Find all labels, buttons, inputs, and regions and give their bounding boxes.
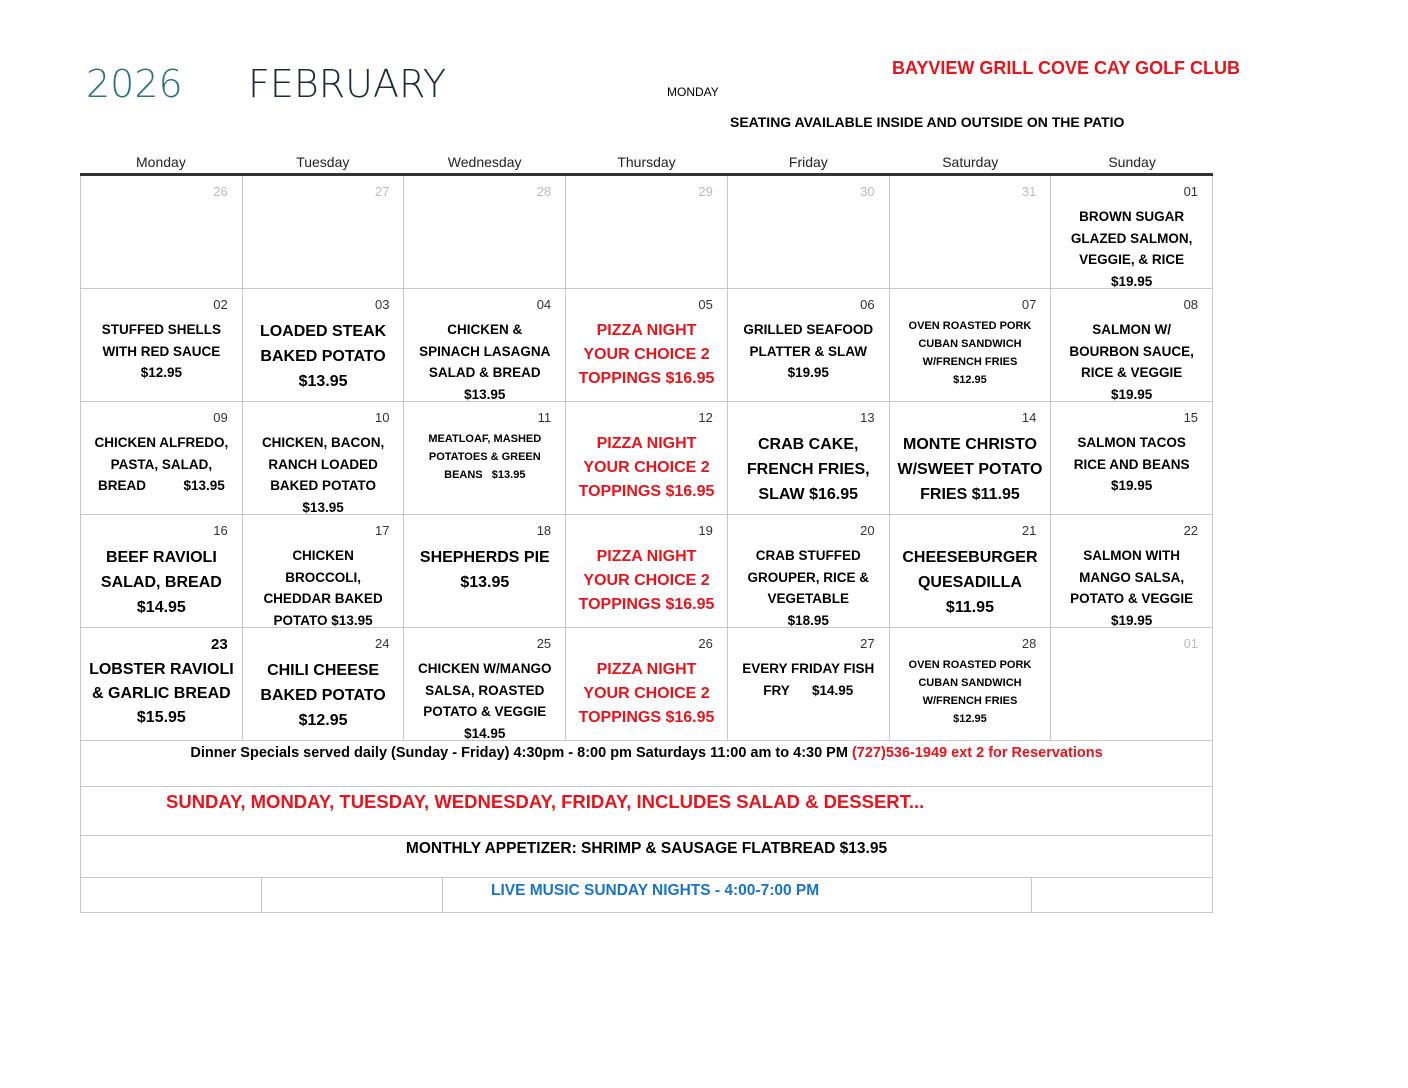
menu-line: MONTE CHRISTO <box>902 436 1037 453</box>
menu-special <box>728 658 889 701</box>
menu-special <box>728 545 889 631</box>
menu-line: CHICKEN <box>292 548 354 563</box>
menu-line: SALAD, BREAD <box>100 574 222 591</box>
menu-line: $18.95 <box>787 612 829 628</box>
day-number: 05 <box>698 297 713 312</box>
menu-line: CHICKEN, BACON, <box>261 435 385 450</box>
menu-line: PIZZA NIGHT <box>596 322 697 339</box>
day-cell <box>80 176 243 288</box>
menu-line: TOPPINGS $16.95 <box>578 370 715 387</box>
menu-special <box>728 432 889 507</box>
day-number: 21 <box>1021 523 1037 538</box>
menu-special <box>566 432 727 504</box>
menu-special <box>243 658 404 733</box>
year-title: 2026 <box>86 62 183 106</box>
day-cell <box>243 289 405 401</box>
menu-line: LOADED STEAK <box>259 323 387 340</box>
menu-line: BREAD $13.95 <box>97 478 225 493</box>
menu-line: BOURBON SAUCE, <box>1069 343 1194 359</box>
menu-line: $19.95 <box>1111 612 1153 628</box>
menu-line: YOUR CHOICE 2 <box>583 459 710 476</box>
day-number: 02 <box>213 297 228 312</box>
day-number: 26 <box>698 636 713 651</box>
menu-line: CHICKEN & <box>447 322 523 337</box>
menu-line: POTATO $13.95 <box>273 612 373 628</box>
week-row <box>80 515 1213 628</box>
menu-line: $11.95 <box>945 599 994 616</box>
seating-note: SEATING AVAILABLE INSIDE AND OUTSIDE ON THE PATIO <box>730 114 1125 130</box>
day-number: 20 <box>860 523 875 538</box>
menu-line: SALMON WITH <box>1083 548 1181 563</box>
menu-line: GROUPER, RICE & <box>747 569 869 585</box>
day-number: 23 <box>211 636 228 653</box>
hours-text: Dinner Specials served daily (Sunday - Friday) 4:30pm - 8:00 pm Saturdays 11:00 am to 4:30 PM <box>190 745 848 761</box>
menu-special <box>890 317 1051 389</box>
menu-line: $14.95 <box>136 599 186 616</box>
live-music-note: LIVE MUSIC SUNDAY NIGHTS - 4:00-7:00 PM <box>491 882 820 899</box>
day-cell <box>728 515 890 627</box>
menu-line: $19.95 <box>1111 386 1153 402</box>
day-number: 22 <box>1183 523 1199 538</box>
week-row <box>80 289 1213 402</box>
menu-line: SPINACH LASAGNA <box>419 343 551 359</box>
day-number: 12 <box>698 410 713 425</box>
menu-special <box>404 319 565 405</box>
menu-line: PIZZA NIGHT <box>596 435 697 452</box>
day-cell <box>404 402 566 514</box>
hours-row <box>80 741 1213 787</box>
day-number: 19 <box>698 523 713 538</box>
menu-special <box>404 545 565 595</box>
day-number: 27 <box>374 184 390 199</box>
day-number: 26 <box>213 184 228 199</box>
menu-line: $13.95 <box>464 386 506 402</box>
menu-line: CHICKEN ALFREDO, <box>94 435 229 450</box>
day-number: 13 <box>860 410 875 425</box>
club-name: BAYVIEW GRILL COVE CAY GOLF CLUB <box>892 58 1241 78</box>
day-number: 14 <box>1021 410 1037 425</box>
menu-line: YOUR CHOICE 2 <box>583 685 710 702</box>
day-cell <box>566 515 728 627</box>
menu-special <box>243 319 404 394</box>
menu-line: CHEDDAR BAKED <box>263 591 383 606</box>
menu-line: MEATLOAF, MASHED <box>428 433 542 445</box>
menu-line: W/SWEET POTATO <box>897 461 1043 478</box>
menu-line: CUBAN SANDWICH <box>918 677 1022 689</box>
includes-note: SUNDAY, MONDAY, TUESDAY, WEDNESDAY, FRIDAY, INCLUDES SALAD & DESSERT... <box>80 787 1213 836</box>
day-cell <box>890 628 1052 740</box>
day-cell <box>1051 289 1213 401</box>
menu-line: CRAB STUFFED <box>755 548 861 563</box>
menu-special <box>566 658 727 730</box>
day-number: 10 <box>374 410 390 425</box>
menu-line: $15.95 <box>136 709 186 726</box>
menu-line: $19.95 <box>787 365 829 380</box>
calendar-weeks <box>80 176 1213 741</box>
weekday-label: Sunday <box>1108 154 1156 170</box>
menu-special <box>243 545 404 631</box>
menu-special <box>81 545 242 620</box>
day-label: MONDAY <box>667 85 719 99</box>
menu-line: TOPPINGS $16.95 <box>578 709 715 726</box>
menu-line: BEANS $13.95 <box>444 469 526 481</box>
calendar-grid <box>80 150 1213 913</box>
day-cell <box>243 628 405 740</box>
menu-line: PASTA, SALAD, <box>110 456 213 472</box>
day-cell <box>890 402 1052 514</box>
menu-line: $14.95 <box>464 725 506 741</box>
menu-line: POTATO & VEGGIE <box>1070 591 1194 606</box>
empty-cell <box>1032 878 1212 912</box>
day-cell <box>1051 402 1213 514</box>
menu-line: BAKED POTATO <box>260 687 386 704</box>
menu-line: GLAZED SALMON, <box>1070 230 1193 246</box>
day-number: 25 <box>536 636 552 651</box>
menu-line: $19.95 <box>1111 478 1153 493</box>
day-cell <box>890 176 1052 288</box>
menu-special <box>243 432 404 518</box>
menu-line: SALAD & BREAD <box>428 365 541 380</box>
day-number: 04 <box>536 297 552 312</box>
menu-line: YOUR CHOICE 2 <box>583 572 710 589</box>
menu-line: CRAB CAKE, <box>758 436 859 453</box>
menu-line: TOPPINGS $16.95 <box>578 483 715 500</box>
menu-line: SALMON TACOS <box>1077 435 1186 450</box>
month-title: FEBRUARY <box>248 62 447 106</box>
menu-special <box>728 319 889 384</box>
menu-special <box>890 545 1051 620</box>
menu-line: FRIES $11.95 <box>920 486 1020 503</box>
music-row <box>80 878 1213 913</box>
menu-line: $13.95 <box>302 499 344 515</box>
weekday-label: Tuesday <box>296 154 350 170</box>
menu-line: $13.95 <box>298 373 348 390</box>
day-cell <box>80 289 243 401</box>
menu-special <box>1051 545 1212 631</box>
weekday-label: Thursday <box>617 154 676 170</box>
day-cell <box>728 289 890 401</box>
menu-line: SLAW $16.95 <box>758 486 859 503</box>
menu-line: RICE AND BEANS <box>1073 456 1190 472</box>
weekday-header <box>80 150 1213 176</box>
menu-line: RICE & VEGGIE <box>1081 365 1183 380</box>
menu-line: W/FRENCH FRIES <box>922 356 1018 368</box>
menu-line: QUESADILLA <box>917 574 1022 591</box>
day-number: 15 <box>1183 410 1199 425</box>
week-row <box>80 402 1213 515</box>
day-cell <box>404 289 566 401</box>
weekday-label: Monday <box>136 154 186 170</box>
menu-line: SALSA, ROASTED <box>425 682 545 698</box>
empty-cell <box>81 878 262 912</box>
day-cell <box>80 515 243 627</box>
menu-special <box>1051 432 1212 497</box>
menu-line: POTATO & VEGGIE <box>423 704 547 719</box>
menu-line: BEEF RAVIOLI <box>105 549 217 566</box>
menu-line: CHICKEN W/MANGO <box>418 661 552 676</box>
menu-line: PIZZA NIGHT <box>596 548 697 565</box>
week-row <box>80 176 1213 289</box>
menu-line: EVERY FRIDAY FISH <box>742 661 875 676</box>
menu-line: PIZZA NIGHT <box>596 661 697 678</box>
menu-special <box>890 656 1051 728</box>
day-cell <box>404 515 566 627</box>
empty-cell <box>262 878 443 912</box>
menu-line: CHILI CHEESE <box>267 662 380 679</box>
menu-special <box>566 545 727 617</box>
menu-special <box>1051 206 1212 292</box>
day-cell <box>566 402 728 514</box>
day-cell <box>566 628 728 740</box>
day-number: 27 <box>860 636 875 651</box>
menu-line: SALMON W/ <box>1092 322 1172 337</box>
day-number: 29 <box>698 184 713 199</box>
day-number: 16 <box>213 523 228 538</box>
day-number: 07 <box>1021 297 1037 312</box>
menu-line: & GARLIC BREAD <box>92 685 231 702</box>
menu-line: $13.95 <box>460 574 510 591</box>
day-cell <box>566 176 728 288</box>
menu-line: $19.95 <box>1111 273 1153 289</box>
day-cell <box>1051 515 1213 627</box>
menu-line: $12.95 <box>953 713 987 725</box>
menu-line: $12.95 <box>140 365 182 380</box>
menu-line: MANGO SALSA, <box>1079 569 1185 585</box>
menu-line: YOUR CHOICE 2 <box>583 346 710 363</box>
day-number: 09 <box>213 410 228 425</box>
day-cell <box>1051 628 1213 740</box>
day-cell <box>890 289 1052 401</box>
menu-line: W/FRENCH FRIES <box>922 695 1018 707</box>
menu-special <box>404 430 565 484</box>
day-cell <box>728 402 890 514</box>
day-number: 31 <box>1021 184 1037 199</box>
menu-line: OVEN ROASTED PORK <box>908 659 1032 671</box>
day-number: 17 <box>374 523 390 538</box>
day-cell <box>243 515 405 627</box>
week-row <box>80 628 1213 741</box>
menu-line: GRILLED SEAFOOD <box>743 322 874 337</box>
day-number: 24 <box>374 636 390 651</box>
menu-line: $12.95 <box>298 712 348 729</box>
menu-line: $12.95 <box>953 374 987 386</box>
day-number: 30 <box>860 184 875 199</box>
menu-special <box>404 658 565 744</box>
weekday-label: Friday <box>788 154 828 170</box>
menu-line: LOBSTER RAVIOLI <box>89 661 234 678</box>
day-cell <box>566 289 728 401</box>
day-cell <box>728 628 890 740</box>
day-cell <box>80 628 243 740</box>
day-number: 01 <box>1183 184 1199 199</box>
menu-line: OVEN ROASTED PORK <box>908 320 1032 332</box>
menu-line: STUFFED SHELLS <box>101 322 221 337</box>
reservation-phone: (727)536-1949 ext 2 for Reservations <box>851 745 1103 761</box>
day-number: 28 <box>536 184 552 199</box>
menu-special <box>81 432 242 497</box>
menu-line: FRENCH FRIES, <box>746 461 870 478</box>
day-cell <box>404 628 566 740</box>
day-cell <box>890 515 1052 627</box>
day-number: 03 <box>374 297 390 312</box>
day-number: 11 <box>537 410 552 425</box>
menu-line: FRY $14.95 <box>763 682 854 698</box>
monthly-appetizer: MONTHLY APPETIZER: SHRIMP & SAUSAGE FLATBREAD $13.95 <box>80 836 1213 878</box>
day-cell <box>1051 176 1213 288</box>
menu-line: BAKED POTATO <box>260 348 386 365</box>
menu-line: CUBAN SANDWICH <box>918 338 1022 350</box>
menu-line: POTATOES & GREEN <box>428 451 541 463</box>
menu-line: CHEESEBURGER <box>902 549 1038 566</box>
menu-line: BROCCOLI, <box>285 569 361 585</box>
day-number: 18 <box>536 523 552 538</box>
menu-line: RANCH LOADED <box>268 456 378 472</box>
menu-line: SHEPHERDS PIE <box>419 549 550 566</box>
day-cell <box>243 402 405 514</box>
weekday-label: Saturday <box>942 154 999 170</box>
day-number: 01 <box>1183 636 1199 651</box>
menu-special <box>566 319 727 391</box>
menu-line: TOPPINGS $16.95 <box>578 596 715 613</box>
menu-line: PLATTER & SLAW <box>749 343 867 359</box>
day-cell <box>404 176 566 288</box>
day-cell <box>80 402 243 514</box>
weekday-label: Wednesday <box>447 154 522 170</box>
menu-line: VEGGIE, & RICE <box>1079 252 1185 267</box>
menu-special <box>1051 319 1212 405</box>
day-number: 06 <box>860 297 875 312</box>
menu-line: VEGETABLE <box>767 591 849 606</box>
menu-line: BAKED POTATO <box>270 478 376 493</box>
day-cell <box>243 176 405 288</box>
day-cell <box>728 176 890 288</box>
menu-special <box>81 319 242 384</box>
menu-special <box>81 658 242 730</box>
menu-line: BROWN SUGAR <box>1079 209 1185 224</box>
menu-special <box>890 432 1051 507</box>
day-number: 08 <box>1183 297 1199 312</box>
menu-line: WITH RED SAUCE <box>102 343 221 359</box>
day-number: 28 <box>1021 636 1037 651</box>
empty-cell <box>851 878 1032 912</box>
